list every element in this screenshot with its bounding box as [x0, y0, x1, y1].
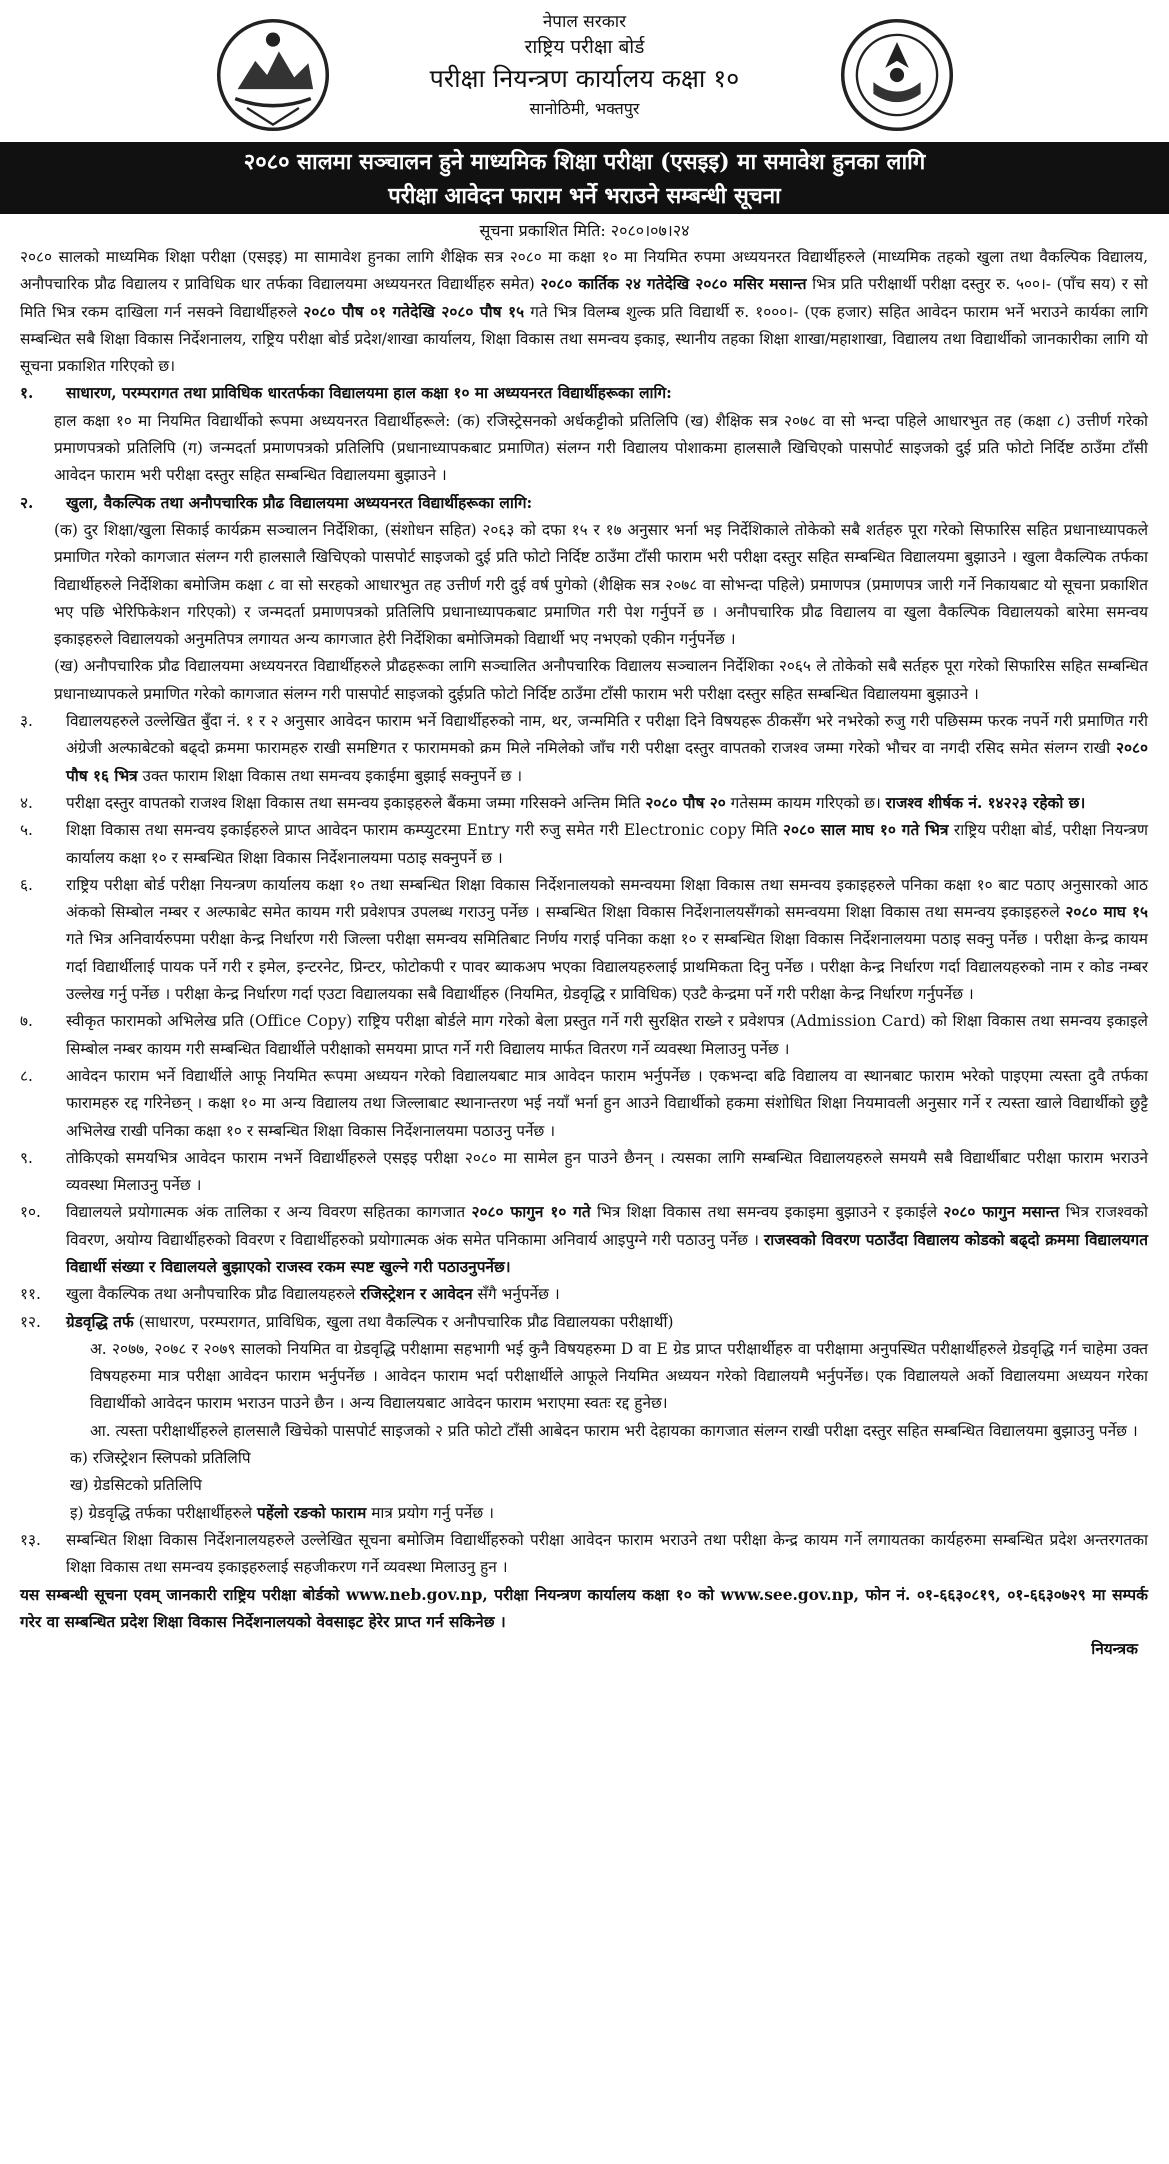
section-number: ४. — [20, 793, 33, 812]
section-9 — [20, 1145, 1148, 1200]
section-12-kha: ख) ग्रेडसिटको प्रतिलिपि — [70, 1476, 202, 1495]
section-5 — [20, 817, 1148, 872]
section-text-c: गते भित्र अनिवार्यरुपमा परीक्षा केन्द्र निर्धारण गरी जिल्ला परीक्षा समन्वय समितिबाट निर्णय गराई पनिका कक्षा १० र सम्बन्धित शिक्षा विकास निर्देशनालयमा पठाइ सक्नु पर्नेछ । परीक्षा केन्द्र कायम गर्दा विद्यार्थीलाई पायक पर्ने गरी र इमेल, इन्टरनेट, प्रिन्टर, फोटोकपी र पावर ब्याकअप भएका विद्यालयहरुलाई प्राथमिकता दिनु पर्नेछ । परीक्षा केन्द्र निर्धारण गर्दा विद्यालयहरुको नाम र कोड नम्बर उल्लेख गर्नु पर्नेछ । परीक्षा केन्द्र निर्धारण गर्दा एउटा विद्यालयका सबै विद्यार्थीहरु (नियमित, ग्रेडवृद्धि र प्राविधिक) एउटै केन्द्रमा पर्ने गरी परीक्षा केन्द्र निर्धारण गर्नुपर्नेछ । — [66, 930, 1148, 1004]
section-text-c: सँगै भर्नुपर्नेछ । — [472, 1285, 560, 1304]
section-2-ka: (क) दुर शिक्षा/खुला सिकाई कार्यक्रम सञ्चालन निर्देशिका, (संशोधन सहित) २०६३ को दफा १५ र १७ अनुसार भर्ना भइ निर्देशिकाले तोकेको सबै शर्तहरु पूरा गरेको सिफारिस सहित प्रधानाध्यापकले प्रमाणित गरेको कागजात संलग्न गरी हालसालै खिचिएको पासपोर्ट साइजको दुई प्रति फोटो निर्दिष्ट ठाउँमा टाँसी फाराम भरी परीक्षा दस्तुर सहित सम्बन्धित विद्यालयमा बुझाउने । खुला वैकल्पिक तर्फका विद्यार्थीहरुले निर्देशिका बमोजिम कक्षा ८ वा सो सरहको आधारभुत तह उत्तीर्ण गरी दुई वर्ष पुगेको (शैक्षिक सत्र २०७८ वा सोभन्दा पहिले) प्रमाणपत्र (प्रमाणपत्र जारी गर्ने निकायबाट यो सूचना प्रकाशित भए पछि भेरिफिकेशन गरिएको) र जन्मदर्ता प्रमाणपत्रको प्रतिलिपि प्रधानाध्यापकबाट प्रमाणित गरी पेश गर्नुपर्ने छ । अनौपचारिक प्रौढ विद्यालय वा खुला वैकल्पिक विद्यालयको बारेमा समन्वय इकाइहरुले विद्यालयको अनुमतिपत्र लगायत अन्य कागजात हेरी निर्देशिका बमोजिमको विद्यार्थी भए नभएको एकीन गर्नुपर्नेछ । — [54, 520, 1149, 649]
deadline-date: २०८० पौष २० — [645, 793, 726, 812]
deadline-date: २०८० साल माघ १० गते भित्र — [782, 821, 949, 840]
office-name: परीक्षा नियन्त्रण कार्यालय कक्षा १० — [429, 64, 740, 93]
section-4 — [20, 790, 1148, 817]
notice-title-line1: २०८० सालमा सञ्चालन हुने माध्यमिक शिक्षा परीक्षा (एसइइ) मा समावेश हुनका लागि — [243, 149, 926, 175]
section-text: स्वीकृत फारामको अभिलेख प्रति (Office Copy) राष्ट्रिय परीक्षा बोर्डले माग गरेको बेला प्रस्तुत गर्ने गरी सुरक्षित राख्ने र प्रवेशपत्र (Admission Card) को शिक्षा विकास तथा समन्वय इकाइले सिम्बोल नम्बर कायम गरी सम्बन्धित विद्यार्थीले परीक्षाको समयमा प्राप्त गर्ने गरी विद्यालय मार्फत वितरण गर्ने व्यवस्था मिलाउनु पर्नेछ । — [66, 1012, 1148, 1058]
section-number: १३. — [20, 1530, 41, 1549]
notice-title-banner — [0, 142, 1169, 214]
section-13 — [20, 1527, 1148, 1582]
section-12-i — [20, 1500, 1148, 1527]
contact-footer: यस सम्बन्धी सूचना एवम् जानकारी राष्ट्रिय परीक्षा बोर्डको www.neb.gov.np, परीक्षा नियन्त्रण कार्यालय कक्षा १० को www.see.gov.np, फोन नं. ०१-६६३०८१९, ०१-६६३०७२९ मा सम्पर्क गरेर वा सम्बन्धित प्रदेश शिक्षा विकास निर्देशनालयको वेवसाइट हेरेर प्राप्त गर्न सकिनेछ । — [20, 1585, 1148, 1631]
section-text — [66, 872, 1148, 1008]
section-heading-bold: ग्रेडवृद्धि तर्फ — [66, 1312, 134, 1331]
section-12-aa: आ. त्यस्ता परीक्षार्थीहरुले हालसालै खिचेको पासपोर्ट साइजको २ प्रति फोटो टाँसी आबेदन फाराम भरी देहायका कागजात संलग्न राखी परीक्षा दस्तुर सहित सम्बन्धित विद्यालयमा बुझाउनु पर्नेछ । — [90, 1421, 1138, 1440]
intro-date-range-1: २०८० कार्तिक २४ गतेदेखि २०८० मसिर मसान्त — [540, 275, 807, 294]
section-number: ११. — [20, 1285, 41, 1304]
section-text-c: मात्र प्रयोग गर्नु पर्नेछ । — [366, 1503, 494, 1522]
section-text-a: विद्यालयले प्रयोगात्मक अंक तालिका र अन्य विवरण सहितका कागजात — [66, 1203, 472, 1222]
notice-title-line2: परीक्षा आवेदन फाराम भर्ने भराउने सम्बन्धी सूचना — [388, 183, 781, 209]
section-text-c: गतेसम्म कायम गरिएको छ। — [725, 793, 886, 812]
intro-text-c: भित्र प्रति परीक्षार्थी परीक्षा दस्तुर रु. ५००।- (पाँच सय) र सो मिति भित्र रकम दाखिला गर्न नसक्ने विद्यार्थीहरुले — [20, 275, 1149, 321]
notice-body — [20, 244, 1148, 1663]
section-number: १२. — [20, 1312, 41, 1331]
section-text — [66, 817, 1148, 872]
section-text: सम्बन्धित शिक्षा विकास निर्देशनालयहरुले उल्लेखित सूचना बमोजिम विद्यार्थीहरुको परीक्षा आवेदन फाराम भराउने तथा परीक्षा केन्द्र कायम गर्ने लगायतका कार्यहरुमा सम्बन्धित प्रदेश अन्तरगतका शिक्षा विकास तथा समन्वय इकाइहरुलाई सहजीकरण गर्ने व्यवस्था मिलाउनु हुन । — [66, 1530, 1148, 1577]
letterhead — [0, 10, 1169, 121]
section-heading — [66, 1309, 1148, 1336]
section-text-c: उक्त फाराम शिक्षा विकास तथा समन्वय इकाईमा बुझाई सक्नुपर्ने छ । — [137, 766, 523, 785]
section-1 — [20, 380, 1148, 407]
section-text-c: भित्र शिक्षा विकास तथा समन्वय इकाइमा बुझाउने र इकाईले — [590, 1203, 944, 1222]
form-color: पहेंलो रङको फाराम — [257, 1503, 367, 1522]
section-text-a: विद्यालयहरुले उल्लेखित बुँदा नं. १ र २ अनुसार आवेदन फाराम भर्ने विद्यार्थीहरुको नाम, थर, जन्ममिति र परीक्षा दिने विषयहरू ठीकसँग भरे नभरेको रुजु गरी पछिसम्म फरक नपर्ने गरी प्रमाणित गरी अंग्रेजी अल्फाबेटको बढ्दो क्रममा फारामहरु राखी समष्टिगत र फाराममको क्रम मिले नमिलेको जाँच गरी परीक्षा दस्तुर वापतको राजश्व जम्मा गरेको भौचर वा नगदी रसिद समेत संलग्न राखी — [66, 712, 1148, 758]
section-1-body: हाल कक्षा १० मा नियमित विद्यार्थीको रूपमा अध्ययनरत विद्यार्थीहरूले: (क) रजिस्ट्रेसनको अर्धकट्टीको प्रतिलिपि (ख) शैक्षिक सत्र २०७८ वा सो भन्दा पहिले आधारभुत तह (कक्षा ८) उत्तीर्ण गरेको प्रमाणपत्रको प्रतिलिपि (ग) जन्मदर्ता प्रमाणपत्रको प्रतिलिपि (प्रधानाध्यापकबाट प्रमाणित) संलग्न गरी विद्यालय पोशाकमा हालसालै खिचिएको पासपोर्ट साइजको दुई प्रति फोटो निर्दिष्ट ठाउँमा टाँसी आवेदन फाराम भरी परीक्षा दस्तुर सहित सम्बन्धित विद्यालयमा बुझाउने । — [54, 411, 1148, 485]
section-text-a: परीक्षा दस्तुर वापतको राजश्व शिक्षा विकास तथा समन्वय इकाइहरुले बैंकमा जम्मा गरिसक्ने अन्तिम मिति — [66, 793, 646, 812]
section-heading-rest: (साधारण, परम्परागत, प्राविधिक, खुला तथा वैकल्पिक र अनौपचारिक प्रौढ विद्यालयका परीक्षार्थी) — [133, 1312, 674, 1331]
section-number: ९. — [20, 1148, 33, 1167]
section-2-kha: (ख) अनौपचारिक प्रौढ विद्यालयमा अध्ययनरत विद्यार्थीहरुले प्रौढहरूका लागि सञ्चालित अनौपचारिक विद्यालय सञ्चालन निर्देशिका २०६५ ले तोकेको सबै सर्तहरु पूरा गरेको सिफारिस सहित सम्बन्धित प्रधानाध्यापकले प्रमाणित गरेको कागजात संलग्न गरी पासपोर्ट साइजको दुईप्रति फोटो निर्दिष्ट ठाउँमा टाँसी फाराम भरी परीक्षा दस्तुर सहित सम्बन्धित विद्यालयमा बुझाउने । — [54, 657, 1148, 703]
signature-controller: नियन्त्रक — [1091, 1640, 1138, 1659]
section-text-a: शिक्षा विकास तथा समन्वय इकाईहरुले प्राप्त आवेदन फाराम कम्प्युटरमा Entry गरी रुजु समेत गरी Electronic copy मिति — [66, 821, 783, 840]
deadline-date-2: २०८० फागुन मसान्त — [943, 1203, 1060, 1222]
section-heading: खुला, वैकल्पिक तथा अनौपचारिक प्रौढ विद्यालयमा अध्ययनरत विद्यार्थीहरूका लागि: — [66, 493, 533, 512]
office-address: सानोठिमी, भक्तपुर — [529, 99, 640, 118]
intro-text-a: २०८० सालको माध्यमिक शिक्षा परीक्षा (एसइइ) मा सामावेश हुनका लागि शैक्षिक सत्र २०८० मा कक्षा १० मा नियमित रुपमा अध्ययनरत विद्यार्थीहरुले (माध्यमिक तहको खुला तथा वैकल्पिक विद्यालय, अनौपचारिक प्रौढ विद्यालय र प्राविधिक धार तर्फका विद्यालयमा अध्ययनरत विद्यार्थीहरु समेत) — [20, 248, 1148, 294]
section-number: १०. — [20, 1203, 41, 1222]
section-12-a: अ. २०७७, २०७८ र २०७९ सालको नियमित वा ग्रेडवृद्धि परीक्षामा सहभागी भई कुनै विषयहरुमा D वा E ग्रेड प्राप्त परीक्षार्थीहरु वा परीक्षामा अनुपस्थित परीक्षार्थीहरुले ग्रेडवृद्धि गर्न चाहेमा उक्त विषयहरुमा मात्र परीक्षा आवेदन फाराम भर्नुपर्नेछ । आवेदन फाराम भर्दा परीक्षार्थीले आफूले नियमित अध्ययन गरेको विद्यालयमै भर्नुपर्नेछ। एक विद्यालयले अर्को विद्यालयमा अध्ययन गरेका विद्यार्थीको आवेदन फाराम भराउन पाउने छैन । अन्य विद्यालयबाट आवेदन फाराम भराएमा स्वतः रद्द हुनेछ। — [90, 1339, 1148, 1413]
intro-paragraph — [20, 244, 1148, 380]
section-text — [66, 1281, 1148, 1308]
section-text: आवेदन फाराम भर्ने विद्यार्थीले आफू नियमित रूपमा अध्ययन गरेको विद्यालयबाट मात्र आवेदन फाराम भर्नुपर्नेछ । एकभन्दा बढि विद्यालय वा स्थानबाट फाराम भरेको पाइएमा त्यस्ता दुवै तर्फका फारामहरु रद्द गरिनेछन् । कक्षा १० मा अन्य विद्यालय तथा जिल्लाबाट स्थानान्तरण भई नयाँ भर्ना हुन आउने विद्यार्थीको हकमा संशोधित शिक्षा नियमावली अनुसार गर्ने र त्यस्ता खाले विद्यार्थीको छुट्टै अभिलेख राखी पनिका कक्षा १० र सम्बन्धित शिक्षा विकास निर्देशनालयमा पठाउनु पर्नेछ । — [66, 1066, 1148, 1140]
section-text-a: राष्ट्रिय परीक्षा बोर्ड परीक्षा नियन्त्रण कार्यालय कक्षा १० तथा सम्बन्धित शिक्षा विकास निर्देशनालयको समन्वयमा शिक्षा विकास तथा समन्वय इकाइहरुले पनिका कक्षा १० बाट पठाए अनुसारको आठ अंकको सिम्बोल नम्बर र अल्फाबेट समेत कायम गरी प्रवेशपत्र उपलब्ध गराउनु पर्नेछ । सम्बन्धित शिक्षा विकास निर्देशनालयसँगको समन्वयमा शिक्षा विकास तथा समन्वय इकाइहरुले — [66, 875, 1148, 922]
section-number: ८. — [20, 1066, 33, 1085]
gov-name: नेपाल सरकार — [542, 12, 627, 32]
section-12 — [20, 1309, 1148, 1336]
section-text: तोकिएको समयभित्र आवेदन फाराम नभर्ने विद्यार्थीहरुले एसइइ परीक्षा २०८० मा सामेल हुन पाउने छैनन् । त्यसका लागि सम्बन्धित विद्यालयहरुले समयमै सबै विद्यार्थीबाट परीक्षा फाराम भराउने व्यवस्था मिलाउनु पर्नेछ । — [66, 1148, 1148, 1195]
deadline-date: २०८० पौष १६ भित्र — [66, 739, 1148, 785]
section-11 — [20, 1281, 1148, 1308]
section-text-e: भित्र राजश्वको विवरण, अयोग्य विद्यार्थीहरुको विवरण र विद्यार्थीहरुको प्रयोगात्मक अंक समेत पनिकामा अनिवार्य आइपुग्ने गरी पठाउनु पर्नेछ । — [66, 1203, 1148, 1249]
section-3 — [20, 708, 1148, 790]
deadline-date: २०८० माघ १५ — [1065, 903, 1148, 922]
section-number: २. — [20, 493, 34, 512]
section-number: ७. — [20, 1012, 33, 1031]
revenue-head-number: राजश्व शीर्षक नं. १४२२३ रहेको छ। — [885, 793, 1086, 812]
deadline-date: २०८० फागुन १० गते — [471, 1203, 591, 1222]
section-text — [66, 1199, 1148, 1281]
section-text-a: इ) ग्रेडवृद्धि तर्फका परीक्षार्थीहरुले — [70, 1503, 258, 1522]
section-8 — [20, 1063, 1148, 1145]
intro-text-e: गते भित्र विलम्ब शुल्क प्रति विद्यार्थी रु. १०००।- (एक हजार) सहित आवेदन फाराम भर्ने भराउने कार्यका लागि सम्बन्धित सबै शिक्षा विकास निर्देशनालय, राष्ट्रिय परीक्षा बोर्ड प्रदेश/शाखा कार्यालय, शिक्षा विकास तथा समन्वय इकाइ, स्थानीय तहका शिक्षा शाखा/महाशाखा, विद्यालय तथा विद्यार्थीको जानकारीका लागि यो सूचना प्रकाशित गरिएको छ। — [20, 302, 1148, 376]
section-10 — [20, 1199, 1148, 1281]
section-number: ३. — [20, 712, 33, 731]
section-text-bold: राजस्वको विवरण पठाउँदा विद्यालय कोडको बढ्दो क्रममा विद्यालयगत विद्यार्थी संख्या र विद्यालयले बुझाएको राजस्व रकम स्पष्ट खुल्ने गरी पठाउनुपर्नेछ। — [66, 1230, 1148, 1276]
section-text — [66, 708, 1148, 790]
section-text-bold: रजिस्ट्रेशन र आवेदन — [360, 1285, 473, 1304]
section-text-c: राष्ट्रिय परीक्षा बोर्ड, परीक्षा नियन्त्रण कार्यालय कक्षा १० र सम्बन्धित शिक्षा विकास निर्देशनालयमा पठाइ सक्नुपर्ने छ । — [66, 821, 1149, 867]
section-number: ६. — [20, 875, 33, 894]
publish-date: सूचना प्रकाशित मिति: २०८०।०७।२४ — [479, 221, 690, 240]
section-text-a: खुला वैकल्पिक तथा अनौपचारिक प्रौढ विद्यालयहरुले — [66, 1285, 361, 1304]
section-12-ka: क) रजिस्ट्रेशन स्लिपको प्रतिलिपि — [70, 1449, 251, 1468]
section-2 — [20, 490, 1148, 517]
board-name: राष्ट्रिय परीक्षा बोर्ड — [524, 36, 645, 58]
section-6 — [20, 872, 1148, 1008]
section-text — [66, 790, 1148, 817]
intro-date-range-2: २०८० पौष ०१ गतेदेखि २०८० पौष १५ — [303, 302, 525, 321]
section-number: १. — [20, 384, 34, 403]
section-heading: साधारण, परम्परागत तथा प्राविधिक धारतर्फका विद्यालयमा हाल कक्षा १० मा अध्ययनरत विद्यार्थीहरूका लागि: — [66, 384, 672, 403]
section-7 — [20, 1008, 1148, 1063]
section-number: ५. — [20, 821, 33, 840]
